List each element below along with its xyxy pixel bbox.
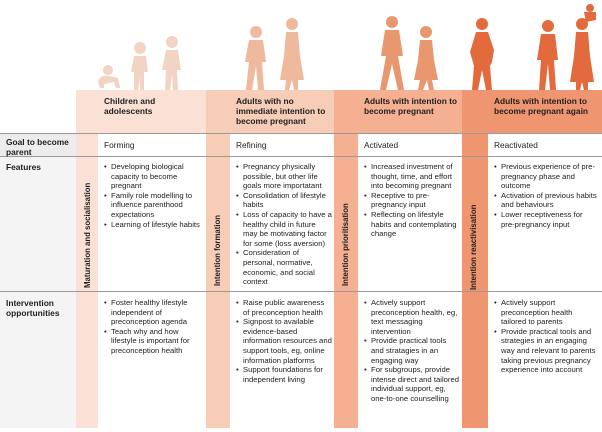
list-item: • Increased investment of thought, time, and effort into becoming pregnant <box>364 162 460 191</box>
adult-male-figure <box>245 26 266 90</box>
features-list-intention <box>364 162 460 239</box>
list-item: • Actively support preconception health, eg, text messaging intervention <box>364 298 460 336</box>
list-item: • Receptive to pre-pregnancy input <box>364 191 460 210</box>
list-item: • Family role modelling to influence parenthood expectations <box>104 191 204 220</box>
features-list-children <box>104 162 204 229</box>
intending-couple-silhouettes <box>380 16 438 90</box>
row-label-bg-features <box>0 157 76 291</box>
list-item: • Support foundations for independent living <box>236 365 332 384</box>
list-item: • Consolidation of lifestyle habits <box>236 191 332 210</box>
parents-silhouettes <box>470 4 596 90</box>
list-item: • Pregnancy physically possible, but other life goals more importatant <box>236 162 332 191</box>
list-item: • Lower receptiveness for pre-pregnancy input <box>494 210 598 229</box>
walking-woman-figure <box>414 26 438 90</box>
divider-top <box>0 133 602 134</box>
baby-figure <box>98 65 120 88</box>
toddler-figure <box>131 42 148 90</box>
column-header-children: Children and adolescents <box>104 96 156 117</box>
list-item: • Teach why and how lifestyle is important for preconception health <box>104 327 204 356</box>
column-header-intention-again: Adults with intention to become pregnant again <box>494 96 589 117</box>
walking-man-figure <box>380 16 404 90</box>
life-course-silhouettes <box>0 0 602 92</box>
list-item: • Loss of capacity to have a healthy child in future may be motivating factor for some (loss aversion) <box>236 210 332 248</box>
list-item: • Consideration of personal, normative, economic, and social context <box>236 248 332 286</box>
list-item: • Provide practical tools and stratagies in an engaging way <box>364 336 460 365</box>
father-figure <box>537 20 558 90</box>
list-item: • Activation of previous habits and behaviours <box>494 191 598 210</box>
row-label-interventions: Intervention opportunities <box>6 298 60 318</box>
list-item: • Developing biological capacity to become pregnant <box>104 162 204 191</box>
list-item: • Learning of lifestyle habits <box>104 220 204 230</box>
list-item: • Raise public awareness of preconception health <box>236 298 332 317</box>
vertical-label-maturation: Maturation and socialisation <box>83 182 92 288</box>
list-item: • Reflecting on lifestyle habits and contemplating change <box>364 210 460 239</box>
vertical-label-intention-prioritisation: Intention prioritisation <box>341 203 350 286</box>
list-item: • Provide practical tools and strategies in an engaging way and relevant to parents taking previous pregnancy experience into account <box>494 327 598 375</box>
list-item: • Foster healthy lifestyle independent of preconception agenda <box>104 298 204 327</box>
stage-reactivated: Reactivated <box>494 140 538 150</box>
mother-with-child-figure <box>570 4 596 90</box>
divider-interventions <box>0 291 602 292</box>
divider-features <box>0 156 602 157</box>
stage-activated: Activated <box>364 140 399 150</box>
list-item: • Actively support preconception health tailored to parents <box>494 298 598 327</box>
child-figure <box>162 36 181 90</box>
pregnant-woman-figure <box>470 18 494 90</box>
adult-silhouettes <box>245 18 304 90</box>
features-list-no-intention <box>236 162 332 287</box>
vertical-label-intention-reactivisation: Intention reactivisation <box>469 204 478 290</box>
interventions-list-intention-again <box>494 298 598 375</box>
row-label-features: Features <box>6 162 41 172</box>
interventions-list-children <box>104 298 204 356</box>
stage-refining: Refining <box>236 140 267 150</box>
column-header-no-intention: Adults with no immediate intention to become pregnant <box>236 96 326 127</box>
vertical-label-intention-formation: Intention formation <box>213 214 222 286</box>
list-item: • Signpost to available evidence-based information resources and support tools, eg, online information platforms <box>236 317 332 365</box>
interventions-list-no-intention <box>236 298 332 384</box>
child-silhouettes <box>98 36 181 90</box>
stage-forming: Forming <box>104 140 135 150</box>
list-item: • For subgroups, provide intense direct and tailored individual support, eg, one-to-one counselling <box>364 365 460 403</box>
interventions-list-intention <box>364 298 460 404</box>
features-list-intention-again <box>494 162 598 229</box>
list-item: • Previous experience of pre-pregnancy phase and outcome <box>494 162 598 191</box>
column-header-intention: Adults with intention to become pregnant <box>364 96 458 117</box>
adult-female-figure <box>280 18 304 90</box>
row-label-goal: Goal to become parent <box>6 137 69 157</box>
